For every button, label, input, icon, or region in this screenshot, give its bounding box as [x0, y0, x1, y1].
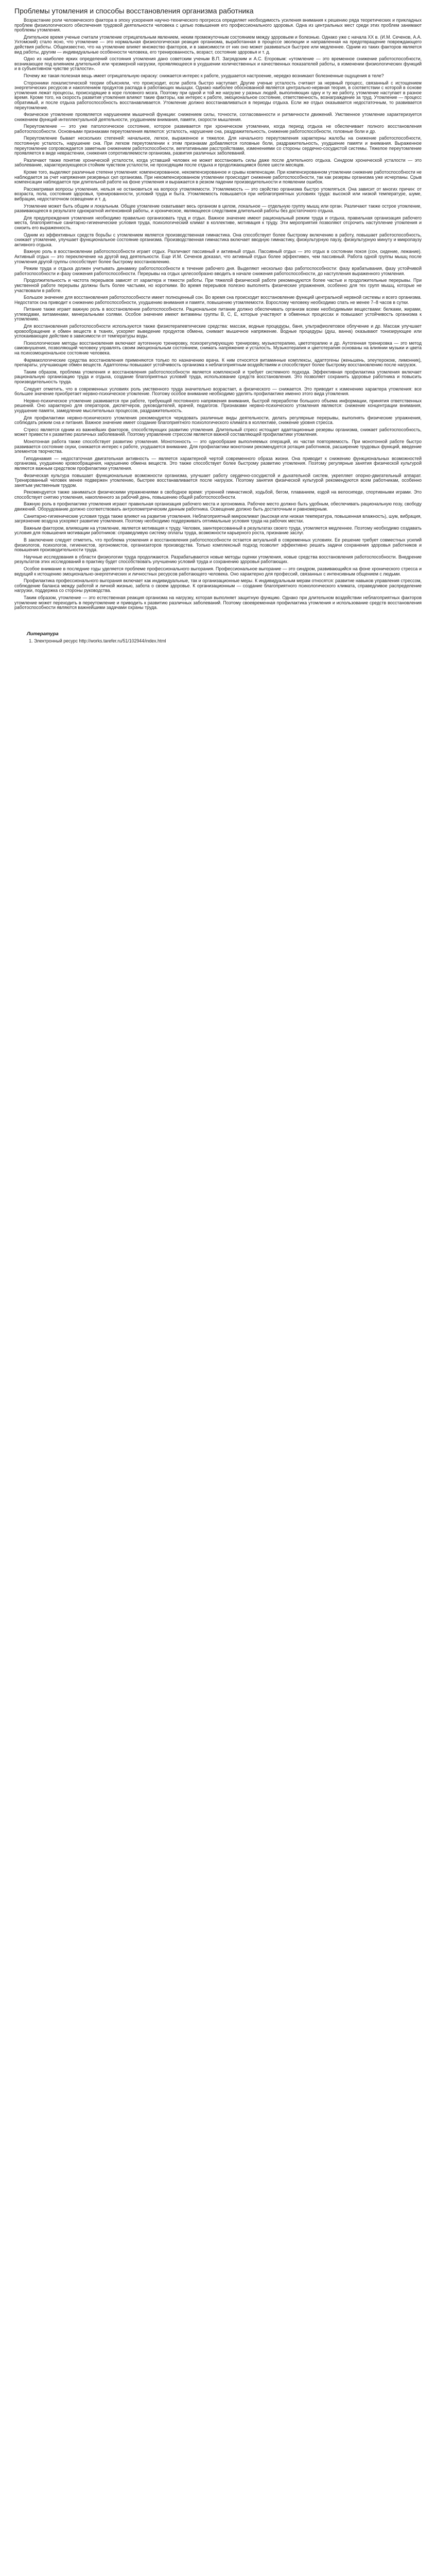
body-paragraph: Переутомление — это уже патологическое состояние, которое развивается при хроническом утомлении, когда период отдыха не обеспечивает полного восстановления работоспособности. Основными признаками переутомления являются: усталость, нарушение сна, раздражительность, снижение работоспособности, головные боли и др. — [14, 124, 422, 134]
references-list — [14, 638, 422, 643]
body-paragraph: Профилактика профессионального выгорания включает как индивидуальные, так и организационные меры. К индивидуальным мерам относятся: развитие навыков управления стрессом, соблюдение баланса между работой и личной жизнью, забота о своем здоровье. К организационным — создание благоприятного психологического климата, справедливое распределение нагрузки, поддержка со стороны руководства. — [14, 578, 422, 594]
body-paragraph: Различают также понятие хронической усталости, когда уставший человек не может восстановить силы даже после длительного отдыха. Синдром хронической усталости — это заболевание, характеризующееся стойким чувством усталости, не проходящим после отдыха и продолжающимся более шести месяцев. — [14, 157, 422, 168]
document-title: Проблемы утомления и способы восстановления организма работника — [14, 7, 254, 15]
body-paragraph: Для восстановления работоспособности используются также физиотерапевтические средства: массаж, водные процедуры, баня, ультрафиолетовое облучение и др. Массаж улучшает кровообращение и обмен веществ в тканях, ускоряет выведение продуктов обмена, снимает мышечное напряжение. Водные процедуры (душ, ванна) оказывают тонизирующее или успокаивающее действие в зависимости от температуры воды. — [14, 324, 422, 339]
body-paragraph: Продолжительность и частота перерывов зависят от характера и тяжести работы. При тяжелой физической работе рекомендуются более частые и продолжительные перерывы. При умственной работе перерывы должны быть более частыми, но короткими. Во время перерывов полезно выполнять физические упражнения, особенно для тех групп мышц, которые не участвовали в работе. — [14, 278, 422, 293]
references-heading: Литература — [27, 631, 59, 637]
body-paragraph: Переутомление бывает нескольких степеней: начальное, легкое, выраженное и тяжелое. Для начального переутомления характерны жалобы на снижение работоспособности, постоянную усталость, нарушение сна. При легком переутомлении к этим признакам добавляются головные боли, раздражительность, ухудшение памяти и внимания. Выраженное переутомление сопровождается заметным снижением работоспособности, вегетативными расстройствами, изменениями со стороны сердечно-сосудистой системы. Тяжелое переутомление проявляется в виде неврастении, снижения сопротивляемости организма, развития различных заболеваний. — [14, 135, 422, 156]
body-paragraph: Рекомендуется также заниматься физическими упражнениями в свободное время: утренней гимнастикой, ходьбой, бегом, плаванием, ездой на велосипеде, спортивными играми. Это способствует снятию утомления, накопленного за рабочий день, повышению общей работоспособности. — [14, 489, 422, 500]
body-paragraph: Монотонная работа также способствует развитию утомления. Монотонность — это однообразие выполняемых операций, их частая повторяемость. При монотонной работе быстро развивается состояние скуки, снижается интерес к работе, ухудшается внимание. Для профилактики монотонии рекомендуется ротация работников, расширение трудовых функций, введение элементов творчества. — [14, 438, 422, 454]
body-paragraph: Особое внимание в последние годы уделяется проблеме профессионального выгорания. Профессиональное выгорание — это синдром, развивающийся на фоне хронического стресса и ведущий к истощению эмоционально-энергетических и личностных ресурсов работающего человека. Оно характерно для профессий, связанных с интенсивным общением с людьми. — [14, 566, 422, 577]
body-paragraph: Для предупреждения утомления необходимо правильно организовать труд и отдых. Важное значение имеют рациональный режим труда и отдыха, правильная организация рабочего места, благоприятные санитарно-гигиенические условия труда, психологический климат в коллективе, мотивация к труду. Эти мероприятия позволяют отсрочить наступление утомления и снизить его выраженность. — [14, 215, 422, 230]
document-page — [14, 7, 422, 643]
body-paragraph: Научные исследования в области физиологии труда продолжаются. Разрабатываются новые методы оценки утомления, новые средства восстановления работоспособности. Внедрение результатов этих исследований в практику будет способствовать улучшению условий труда и сохранению здоровья работающих. — [14, 554, 422, 565]
body-paragraph: Сторонники локалистической теории объясняли, что происходит, если работа быстро наступает. Другие ученые усталость считают за нервный процесс, связанный с истощением энергетических ресурсов и накоплением продуктов распада в работающих мышцах. Однако наиболее обоснованной является центрально-нервная теория, в соответствии с которой в основе утомления лежат процессы, происходящие в коре головного мозга. Поэтому при одной и той же нагрузке у разных людей, выполняющих одну и ту же работу, утомление наступает в разное время. Кроме того, на скорость развития утомления влияют такие факторы, как интерес к работе, эмоциональное состояние, ответственность, вознаграждение за труд. Утомление — процесс обратимый, и после отдыха работоспособность восстанавливается. Утомление должно восстанавливаться в периоды отдыха. Если же отдых оказывается недостаточным, то развивается переутомление. — [14, 80, 422, 110]
body-paragraph: Важным фактором, влияющим на утомление, является мотивация к труду. Человек, заинтересованный в результатах своего труда, утомляется медленнее. Поэтому необходимо создавать условия для повышения мотивации работников: справедливую систему оплаты труда, возможности карьерного роста, признание заслуг. — [14, 525, 422, 536]
body-paragraph: Стресс является одним из важнейших факторов, способствующих развитию утомления. Длительный стресс истощает адаптационные резервы организма, снижает работоспособность, может привести к развитию различных заболеваний. Поэтому управление стрессом является важной составляющей профилактики утомления. — [14, 427, 422, 437]
body-paragraph: Режим труда и отдыха должен учитывать динамику работоспособности в течение рабочего дня. Выделяют несколько фаз работоспособности: фазу врабатывания, фазу устойчивой работоспособности и фазу снижения работоспособности. Перерывы на отдых целесообразно вводить в начале снижения работоспособности, до наступления выраженного утомления. — [14, 266, 422, 276]
reference-item: 1. Электронный ресурс http://works.tarefer.ru/51/102944/index.html — [34, 638, 422, 643]
body-paragraph: Нервно-психическое утомление развивается при работе, требующей постоянного напряжения внимания, быстрой переработки большого объема информации, принятия ответственных решений. Оно характерно для операторов, диспетчеров, руководителей, врачей, педагогов. Признаками нервно-психического утомления являются: снижение концентрации внимания, ухудшение памяти, замедление мыслительных процессов, раздражительность. — [14, 398, 422, 413]
body-paragraph: Утомление может быть общим и локальным. Общее утомление охватывает весь организм в целом, локальное — отдельную группу мышц или орган. Различают также острое утомление, развивающееся в результате однократной интенсивной работы, и хроническое, являющееся следствием длительной работы без достаточного отдыха. — [14, 203, 422, 214]
body-paragraph: Питание также играет важную роль в восстановлении работоспособности. Рациональное питание должно обеспечивать организм всеми необходимыми веществами: белками, жирами, углеводами, витаминами, минеральными солями. Особое значение имеют витамины группы B, C, E, которые участвуют в обменных процессах и повышают устойчивость организма к утомлению. — [14, 307, 422, 322]
body-paragraph: Кроме того, выделяют различные степени утомления: компенсированное, некомпенсированное и срывы компенсации. При компенсированном утомлении снижение работоспособности не наблюдается за счет напряжения резервных сил организма. При некомпенсированном утомлении происходит снижение работоспособности, так как резервы организма уже исчерпаны. Срыв компенсации наблюдается при длительной работе на фоне утомления и выражается в резком падении производительности и появлении ошибок. — [14, 170, 422, 185]
body-paragraph: Важную роль в профилактике утомления играют правильная организация рабочего места и эргономика. Рабочее место должно быть удобным, обеспечивать рациональную позу, свободу движений. Оборудование должно соответствовать антропометрическим данным работника. Освещение должно быть достаточным и равномерным. — [14, 501, 422, 512]
body-paragraph: Таким образом, проблема утомления и восстановления работоспособности является комплексной и требует системного подхода. Эффективная профилактика утомления включает рациональную организацию труда и отдыха, создание благоприятных условий труда, использование средств восстановления. Это позволяет сохранить здоровье работника и повысить производительность труда. — [14, 369, 422, 384]
body-paragraph: Физическое утомление проявляется нарушением мышечной функции: снижением силы, точности, согласованности и ритмичности движений. Умственное утомление характеризуется снижением функций интеллектуальной деятельности, ухудшением внимания, памяти, скорости мышления. — [14, 112, 422, 122]
body-paragraph: Гиподинамия — недостаточная двигательная активность — является характерной чертой современного образа жизни. Она приводит к снижению функциональных возможностей организма, ухудшению кровообращения, нарушению обмена веществ. Это также способствует более быстрому развитию утомления. Поэтому регулярные занятия физической культурой являются важным средством профилактики утомления. — [14, 455, 422, 471]
body-paragraph: Санитарно-гигиенические условия труда также влияют на развитие утомления. Неблагоприятный микроклимат (высокая или низкая температура, повышенная влажность), шум, вибрация, загрязнение воздуха ускоряют развитие утомления. Поэтому необходимо поддерживать оптимальные условия труда на рабочих местах. — [14, 513, 422, 524]
body-paragraph: Одно из наиболее ярких определений состояния утомления дано советским ученым В.П. Загрядским и А.С. Егоровым: «утомление — это временное снижение работоспособности, возникающее под влиянием длительной или чрезмерной нагрузки, проявляющееся в ухудшении количественных и качественных показателей работы, в изменении физиологических функций и в субъективном чувстве усталости». — [14, 56, 422, 72]
body-paragraph: Рассматривая вопросы утомления, нельзя не остановиться на вопросе утомляемости. Утомляемость — это свойство организма быстро утомляться. Она зависит от многих причин: от возраста, пола, состояния здоровья, тренированности, условий труда и быта. Утомляемость повышается при неблагоприятных условиях труда: высокой или низкой температуре, шуме, вибрации, недостаточном освещении и т. д. — [14, 186, 422, 201]
body-paragraph: В заключение следует отметить, что проблема утомления и восстановления работоспособности остается актуальной в современных условиях. Ее решение требует совместных усилий физиологов, психологов, гигиенистов, эргономистов, организаторов производства. Только комплексный подход позволит эффективно решать задачи сохранения здоровья работников и повышения производительности труда. — [14, 537, 422, 553]
body-paragraph: Физическая культура повышает функциональные возможности организма, улучшает работу сердечно-сосудистой и дыхательной систем, укрепляет опорно-двигательный аппарат. Тренированный человек менее подвержен утомлению, быстрее восстанавливается после нагрузок. Поэтому занятия физической культурой рекомендуются всем работникам, особенно занятым умственным трудом. — [14, 472, 422, 488]
body-paragraph: Психологические методы восстановления включают аутогенную тренировку, психорегулирующую тренировку, музыкотерапию, цветотерапию и др. Аутогенная тренировка — это метод самовнушения, позволяющий человеку управлять своим эмоциональным состоянием, снимать напряжение и усталость. Музыкотерапия и цветотерапия основаны на влиянии музыки и цвета на психоэмоциональное состояние человека. — [14, 340, 422, 356]
body-paragraph: Длительное время ученые считали утомление отрицательным явлением, неким промежуточным состоянием между здоровьем и болезнью. Однако уже с начала XX в. (И.М. Сеченов, А.А. Ухтомский) стало ясно, что утомление — это нормальная физиологическая реакция организма, выработанная в процессе эволюции и направленная на предотвращение повреждающего действия работы. Общеизвестно, что на утомление влияет множество факторов, и в зависимости от них оно может развиваться быстрее или медленнее. Одним из таких факторов является вид работы, другим — индивидуальные особенности человека, его тренированность, возраст, состояние здоровья и т. д. — [14, 34, 422, 55]
body-paragraph: Одним из эффективных средств борьбы с утомлением является производственная гимнастика. Она способствует более быстрому включению в работу, повышает работоспособность, снижает утомление, улучшает функциональное состояние организма. Производственная гимнастика включает вводную гимнастику, физкультурную паузу, физкультурную минуту и микропаузу активного отдыха. — [14, 232, 422, 247]
body-paragraph: Следует отметить, что в современных условиях роль умственного труда значительно возрастает, а физического — снижается. Это приводит к изменению характера утомления: все большее значение приобретает нервно-психическое утомление. Поэтому особое внимание необходимо уделять профилактике именно этого вида утомления. — [14, 386, 422, 397]
body-paragraph: Почему же такая полезная вещь имеет отрицательную окраску: снижается интерес к работе, ухудшается настроение, нередко возникают болезненные ощущения в теле? — [24, 73, 384, 78]
body-paragraph: Фармакологические средства восстановления применяются только по назначению врача. К ним относятся витаминные комплексы, адаптогены (женьшень, элеутерококк, лимонник), препараты, улучшающие обмен веществ. Адаптогены повышают устойчивость организма к неблагоприятным воздействиям и способствуют более быстрому восстановлению после нагрузок. — [14, 357, 422, 368]
document-body — [14, 18, 422, 611]
body-paragraph: Для профилактики нервно-психического утомления рекомендуется чередовать различные виды деятельности, делать регулярные перерывы, выполнять физические упражнения, соблюдать режим сна и питания. Важное значение имеет создание благоприятного психологического климата в коллективе, снижение уровня стресса. — [14, 415, 422, 426]
body-paragraph: Важную роль в восстановлении работоспособности играет отдых. Различают пассивный и активный отдых. Пассивный отдых — это отдых в состоянии покоя (сон, сидение, лежание). Активный отдых — это переключение на другой вид деятельности. Еще И.М. Сеченов доказал, что активный отдых более эффективен, чем пассивный. Работа одной группы мышц после утомления другой группы способствует более быстрому восстановлению. — [14, 249, 422, 264]
body-paragraph: Возрастание роли человеческого фактора в эпоху ускорения научно-технического прогресса определяет необходимость усиления внимания к решению ряда теоретических и прикладных проблем физиологического обеспечения трудовой деятельности человека с целью повышения его профессионального здоровья. Одна из центральных мест среди этих проблем занимают проблемы утомления. — [14, 18, 422, 33]
body-paragraph: Большое значение для восстановления работоспособности имеет полноценный сон. Во время сна происходит восстановление функций центральной нервной системы и всего организма. Недостаток сна приводит к снижению работоспособности, ухудшению внимания и памяти, повышению утомляемости. Взрослому человеку необходимо спать не менее 7–8 часов в сутки. — [14, 295, 422, 305]
references-section — [14, 631, 422, 643]
body-paragraph: Таким образом, утомление — это естественная реакция организма на нагрузку, которая выполняет защитную функцию. Однако при длительном воздействии неблагоприятных факторов утомление может переходить в переутомление и приводить к развитию различных заболеваний. Поэтому своевременная профилактика утомления и использование средств восстановления работоспособности являются важнейшими задачами охраны труда. — [14, 595, 422, 611]
